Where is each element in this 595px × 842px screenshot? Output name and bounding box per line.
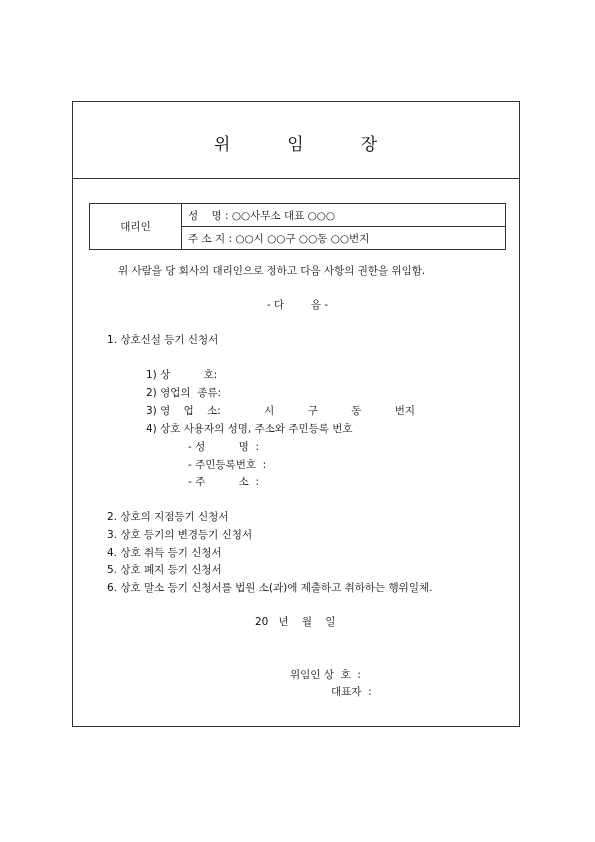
item-5: 5. 상호 폐지 등기 신청서 [107, 564, 222, 576]
section-heading: - 다 음 - [266, 299, 329, 311]
page-title [73, 130, 519, 155]
title-char-1: 위 [213, 135, 232, 155]
item-2: 2. 상호의 지점등기 신청서 [107, 511, 229, 523]
agent-address-row: 주 소 지 : ○○시 ○○구 ○○동 ○○번지 [188, 233, 370, 245]
item-3: 3. 상호 등기의 변경등기 신청서 [107, 529, 253, 541]
signature-principal: 위임인 상 호 : [290, 669, 361, 681]
title-char-2: 임 [287, 135, 305, 155]
sub-item-1: 1) 상 호: [146, 369, 218, 381]
sub-item-4: 4) 상호 사용자의 성명, 주소와 주민등록 번호 [146, 423, 353, 435]
item-1: 1. 상호신설 등기 신청서 [107, 334, 219, 346]
detail-name: - 성 명 : [188, 441, 260, 453]
sub-item-2: 2) 영업의 종류: [146, 387, 222, 399]
signature-representative: 대표자 : [331, 686, 372, 698]
agent-name-row: 성 명 : ○○사무소 대표 ○○○ [182, 204, 505, 227]
detail-address: - 주 소 : [188, 476, 260, 488]
item-6: 6. 상호 말소 등기 신청서를 법원 소(과)에 제출하고 취하하는 행위일체. [107, 582, 433, 594]
date-line: 20 년 월 일 [255, 616, 336, 628]
agent-table [89, 203, 506, 250]
detail-resident-number: - 주민등록번호 : [188, 459, 267, 471]
intro-text: 위 사람을 당 회사의 대리인으로 정하고 다음 사항의 권한을 위임함. [118, 265, 426, 277]
agent-label: 대리인 [90, 204, 182, 249]
title-char-3: 장 [360, 135, 379, 155]
sub-item-3: 3) 영 업 소: 시 구 동 번지 [146, 405, 416, 417]
title-area [73, 102, 519, 179]
item-4: 4. 상호 취득 등기 신청서 [107, 547, 222, 559]
